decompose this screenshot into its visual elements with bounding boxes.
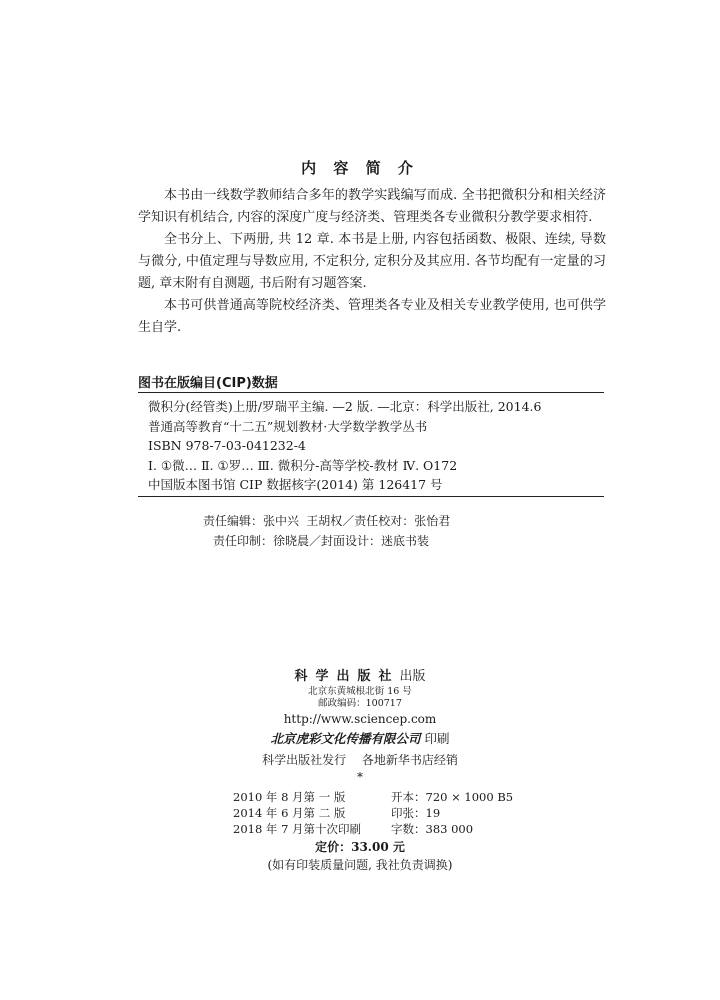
summary-paragraph: 全书分上、下两册, 共 12 章. 本书是上册, 内容包括函数、极限、连续, 导数与微分, 中值定理与导数应用, 不定积分, 定积分及其应用. 各节均配有一定量的习题, 章末附有自测题, 书后附有习题答案.: [138, 232, 606, 291]
retailer: 各地新华书店经销: [361, 753, 458, 767]
publisher-name: 科学出版社: [294, 669, 400, 684]
publisher-address: 北京东黄城根北街 16 号: [308, 686, 412, 697]
edition-date: 2010 年 8 月第 一 版: [233, 790, 346, 804]
production-credits: 责任印制：徐晓晨／封面设计：迷底书装: [213, 534, 430, 548]
edition-detail: 印张：19: [391, 806, 441, 820]
edition-date: 2014 年 6 月第 二 版: [233, 806, 346, 820]
editor-credits: 责任编辑：张中兴 王胡权／责任校对：张怡君: [203, 514, 451, 528]
cip-line: ISBN 978-7-03-041232-4: [148, 438, 306, 453]
edition-date: 2018 年 7 月第十次印刷: [233, 822, 362, 836]
cip-data: [148, 397, 604, 495]
price: 定价：33.00 元: [315, 840, 405, 854]
separator-star: *: [357, 770, 363, 784]
edition-detail: 字数：383 000: [391, 822, 474, 836]
cip-line: 普通高等教育“十二五”规划教材·大学数学教学丛书: [148, 418, 428, 434]
price-block: [0, 838, 720, 874]
printer-name: 北京虎彩文化传播有限公司: [270, 731, 421, 746]
quality-note: (如有印装质量问题, 我社负责调换): [267, 858, 453, 872]
publisher-suffix: 出版: [399, 669, 426, 684]
edition-row: [233, 789, 513, 805]
edition-row: [233, 805, 513, 821]
summary-title: 内 容 简 介: [301, 159, 419, 177]
summary-text: [138, 185, 606, 339]
cip-line: 中国版本图书馆 CIP 数据核字(2014) 第 126417 号: [148, 477, 443, 492]
cip-heading: 图书在版编目(CIP)数据: [138, 376, 278, 391]
cip-line: 微积分(经管类)上册/罗瑞平主编. —2 版. —北京：科学出版社, 2014.6: [148, 399, 542, 414]
imprint-block: [0, 668, 720, 784]
distribution-line: [0, 750, 720, 770]
edition-info: [233, 789, 513, 837]
publisher-line: [0, 668, 720, 686]
distributor: 科学出版社发行: [262, 753, 347, 767]
cip-line: Ⅰ. ①微… Ⅱ. ①罗… Ⅲ. 微积分-高等学校-教材 Ⅳ. O172: [148, 457, 458, 473]
printer-line: [0, 728, 720, 750]
publisher-url: http://www.sciencep.com: [283, 712, 437, 726]
cip-bottom-rule: [138, 496, 604, 497]
publisher-postcode: 邮政编码：100717: [318, 698, 402, 709]
printer-suffix: 印刷: [424, 731, 450, 746]
edition-detail: 开本：720 × 1000 B5: [391, 790, 514, 804]
summary-paragraph: 本书可供普通高等院校经济类、管理类各专业及相关专业教学使用, 也可供学生自学.: [138, 298, 606, 335]
summary-paragraph: 本书由一线数学教师结合多年的教学实践编写而成. 全书把微积分和相关经济学知识有机结合, 内容的深度广度与经济类、管理类各专业微积分教学要求相符.: [138, 188, 606, 225]
edition-row: [233, 821, 513, 837]
cip-top-rule: [138, 392, 604, 393]
